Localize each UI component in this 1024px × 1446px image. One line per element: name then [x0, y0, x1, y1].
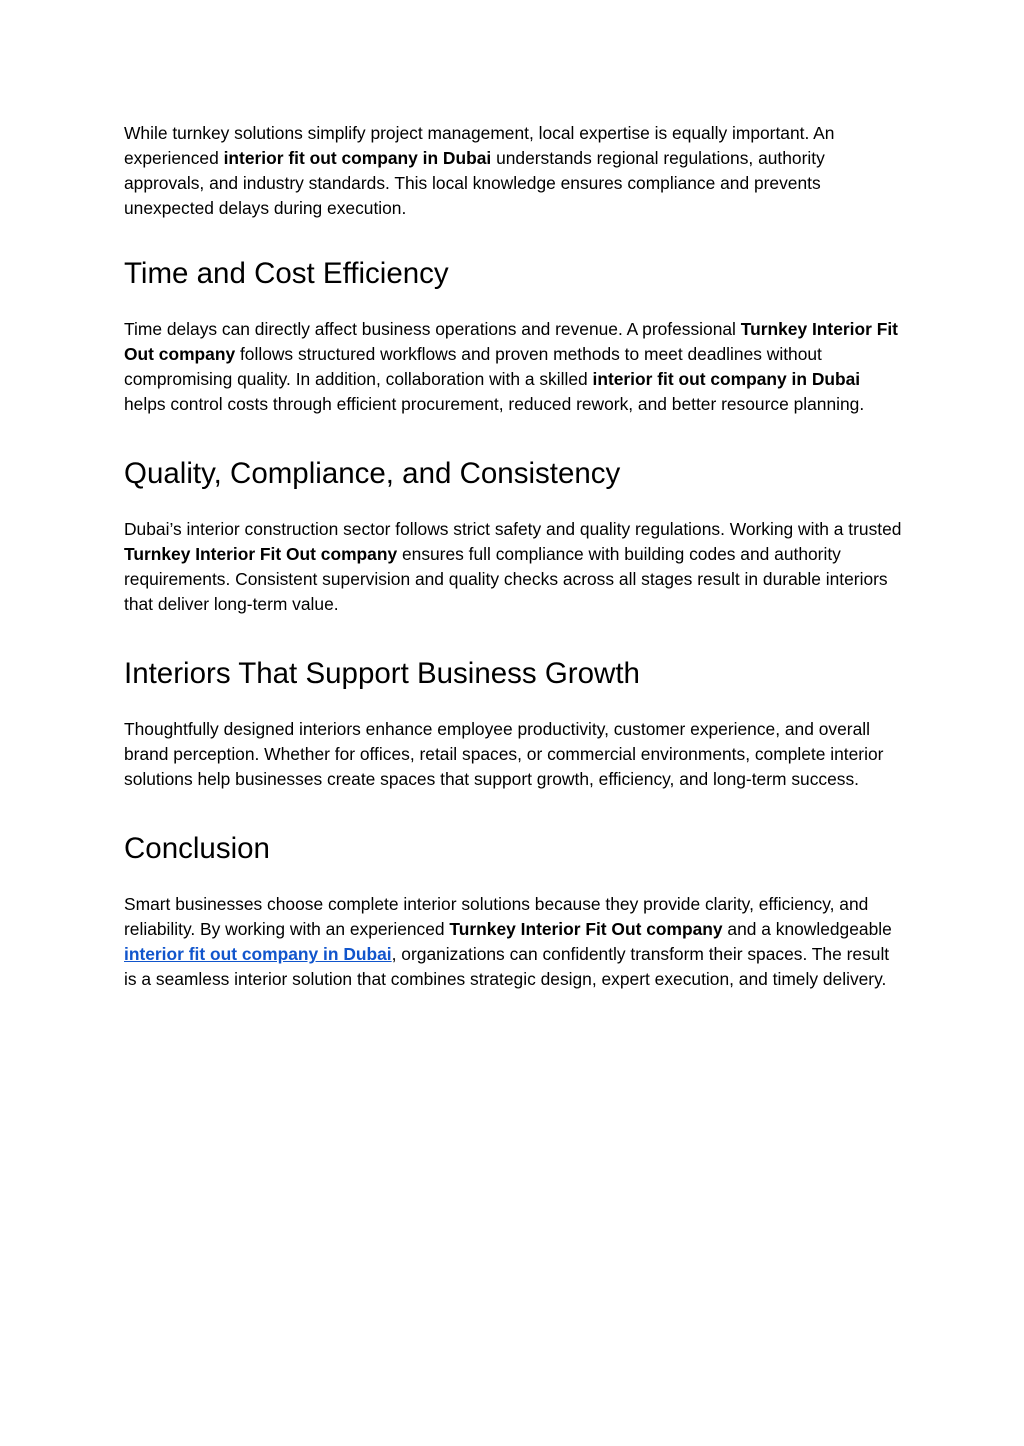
growth-heading: Interiors That Support Business Growth — [124, 657, 640, 690]
time-text-1: Time delays can directly affect business operations and revenue. A professional — [124, 319, 741, 339]
quality-paragraph — [124, 517, 904, 617]
conclusion-bold-1: Turnkey Interior Fit Out company — [449, 919, 723, 939]
time-cost-paragraph — [124, 317, 904, 417]
conclusion-text-1: Smart businesses choose complete interior solutions because they provide clarity, efficiency, and reliability. By working with an experienced — [124, 894, 869, 939]
conclusion-text-3: , organizations can confidently transform their spaces. The result is a seamless interior solution that combines strategic design, expert execution, and timely delivery. — [124, 944, 890, 989]
conclusion-heading: Conclusion — [124, 832, 270, 865]
intro-bold-1: interior fit out company in Dubai — [223, 148, 492, 168]
quality-text-1: Dubai’s interior construction sector follows strict safety and quality regulations. Working with a trusted — [124, 519, 902, 539]
intro-text-1: While turnkey solutions simplify project management, local expertise is equally important. An experienced — [124, 123, 835, 168]
time-text-3: helps control costs through efficient procurement, reduced rework, and better resource planning. — [124, 394, 865, 414]
conclusion-text-2: and a knowledgeable — [722, 919, 892, 939]
quality-text-2: ensures full compliance with building codes and authority requirements. Consistent supervision and quality checks across all stages result in durable interiors that deliver long-term value. — [124, 544, 888, 614]
time-cost-heading: Time and Cost Efficiency — [124, 257, 449, 290]
intro-paragraph — [124, 121, 904, 221]
time-text-2: follows structured workflows and proven methods to meet deadlines without compromising quality. In addition, collaboration with a skilled — [124, 344, 822, 389]
quality-heading: Quality, Compliance, and Consistency — [124, 457, 621, 490]
quality-bold-1: Turnkey Interior Fit Out company — [124, 544, 398, 564]
intro-text-2: understands regional regulations, authority approvals, and industry standards. This local knowledge ensures compliance and prevents unexpected delays during execution. — [124, 148, 825, 218]
interior-fit-out-dubai-link[interactable]: interior fit out company in Dubai — [124, 944, 392, 964]
time-bold-1: Turnkey Interior Fit Out company — [124, 319, 898, 364]
growth-paragraph: Thoughtfully designed interiors enhance employee productivity, customer experience, and overall brand perception. Whether for offices, retail spaces, or commercial environments, complete interior solutions help businesses create spaces that support growth, efficiency, and long-term success. — [124, 719, 884, 789]
time-bold-2: interior fit out company in Dubai — [592, 369, 861, 389]
document-page — [124, 121, 904, 992]
conclusion-paragraph — [124, 892, 904, 992]
